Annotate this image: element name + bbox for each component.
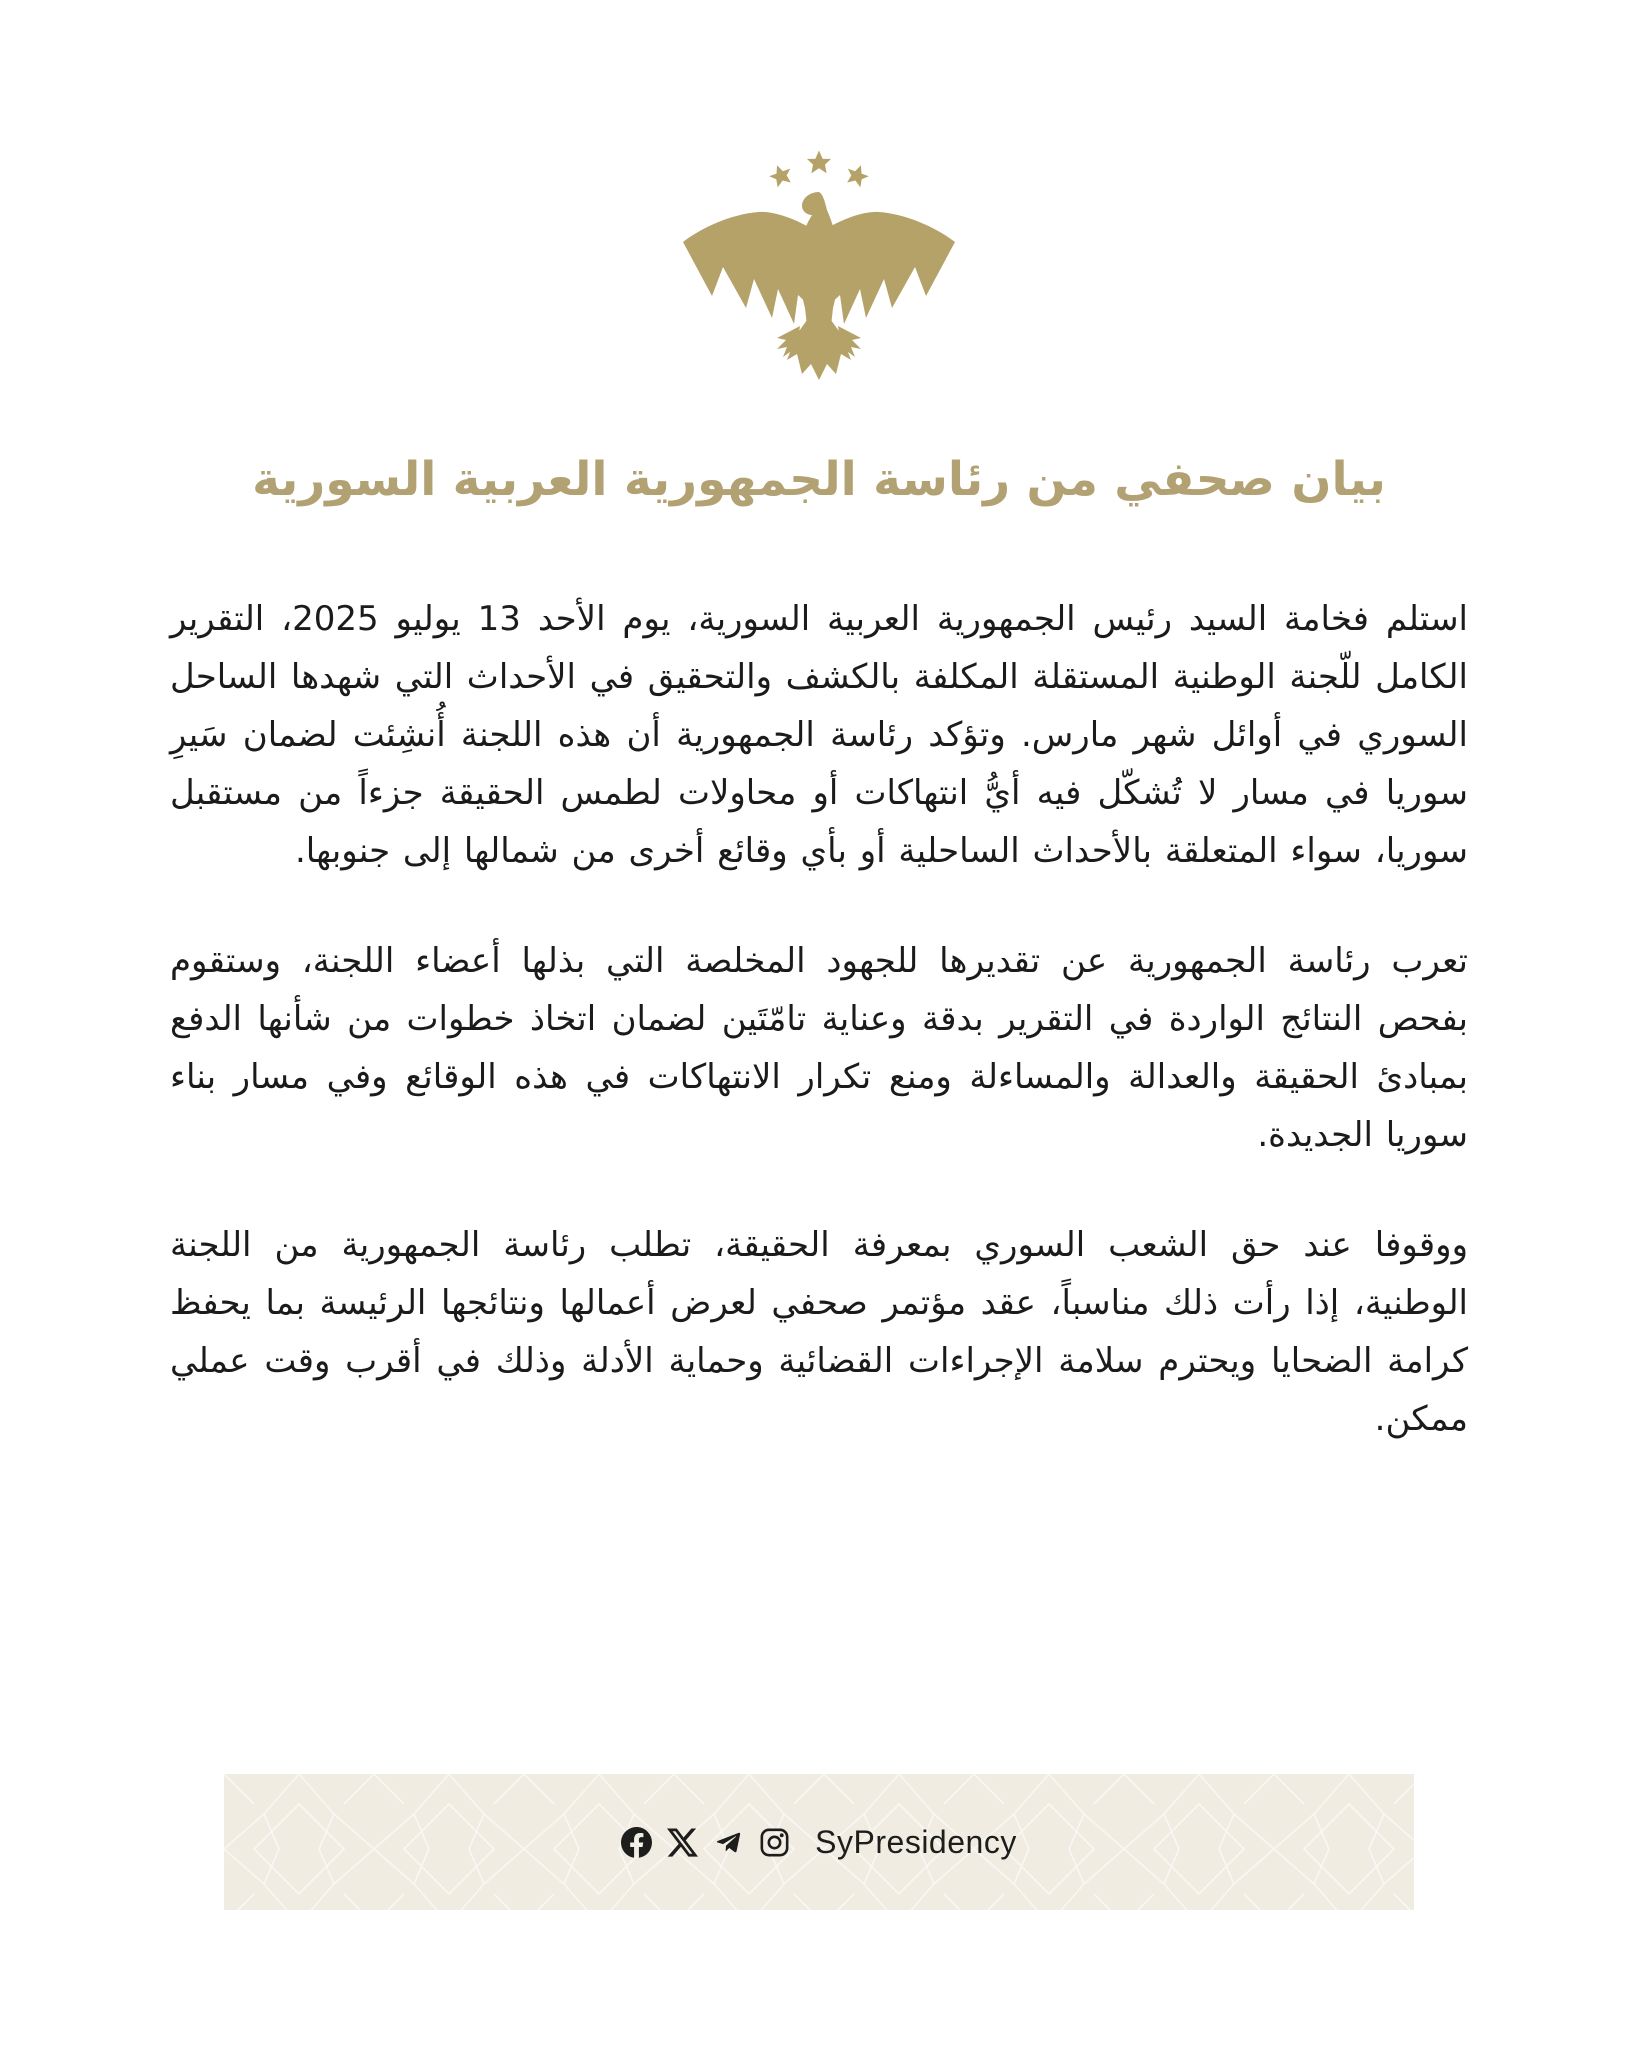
golden-eagle-emblem — [669, 148, 969, 388]
statement-body — [170, 590, 1468, 1448]
paragraph-2: تعرب رئاسة الجمهورية عن تقديرها للجهود المخلصة التي بذلها أعضاء اللجنة، وستقوم بفحص النتائج الواردة في التقرير بدقة وعناية تامّتَين لضمان اتخاذ خطوات من شأنها الدفع بمبادئ الحقيقة والعدالة والمساءلة ومنع تكرار الانتهاكات في هذه الوقائع وفي مسار بناء سوريا الجديدة. — [170, 941, 1468, 1155]
telegram-icon[interactable] — [713, 1827, 744, 1858]
footer-band — [224, 1774, 1414, 1910]
x-twitter-icon[interactable] — [667, 1827, 698, 1858]
paragraph-3: ووقوفا عند حق الشعب السوري بمعرفة الحقيقة، تطلب رئاسة الجمهورية من اللجنة الوطنية، إذا رأت ذلك مناسباً، عقد مؤتمر صحفي لعرض أعمالها ونتائجها الرئيسة بما يحفظ كرامة الضحايا ويحترم سلامة الإجراءات القضائية وحماية الأدلة وذلك في أقرب وقت عملي ممكن. — [170, 1225, 1468, 1439]
social-handle[interactable]: SyPresidency — [815, 1823, 1017, 1860]
facebook-icon[interactable] — [621, 1827, 652, 1858]
paragraph-1: استلم فخامة السيد رئيس الجمهورية العربية السورية، يوم الأحد 13 يوليو 2025، التقرير الكامل للّجنة الوطنية المستقلة المكلفة بالكشف والتحقيق في الأحداث التي شهدها الساحل السوري في أوائل شهر مارس. وتؤكد رئاسة الجمهورية أن هذه اللجنة أُنشِئت لضمان سَيرِ سوريا في مسار لا تُشكّل فيه أيُّ انتهاكات أو محاولات لطمس الحقيقة جزءاً من مستقبل سوريا، سواء المتعلقة بالأحداث الساحلية أو بأي وقائع أخرى من شمالها إلى جنوبها. — [170, 599, 1469, 871]
statement-title: بيان صحفي من رئاسة الجمهورية العربية السورية — [252, 452, 1386, 507]
three-stars — [767, 151, 872, 189]
social-row — [224, 1774, 1414, 1910]
eagle-silhouette — [683, 192, 955, 380]
instagram-icon[interactable] — [759, 1827, 790, 1858]
